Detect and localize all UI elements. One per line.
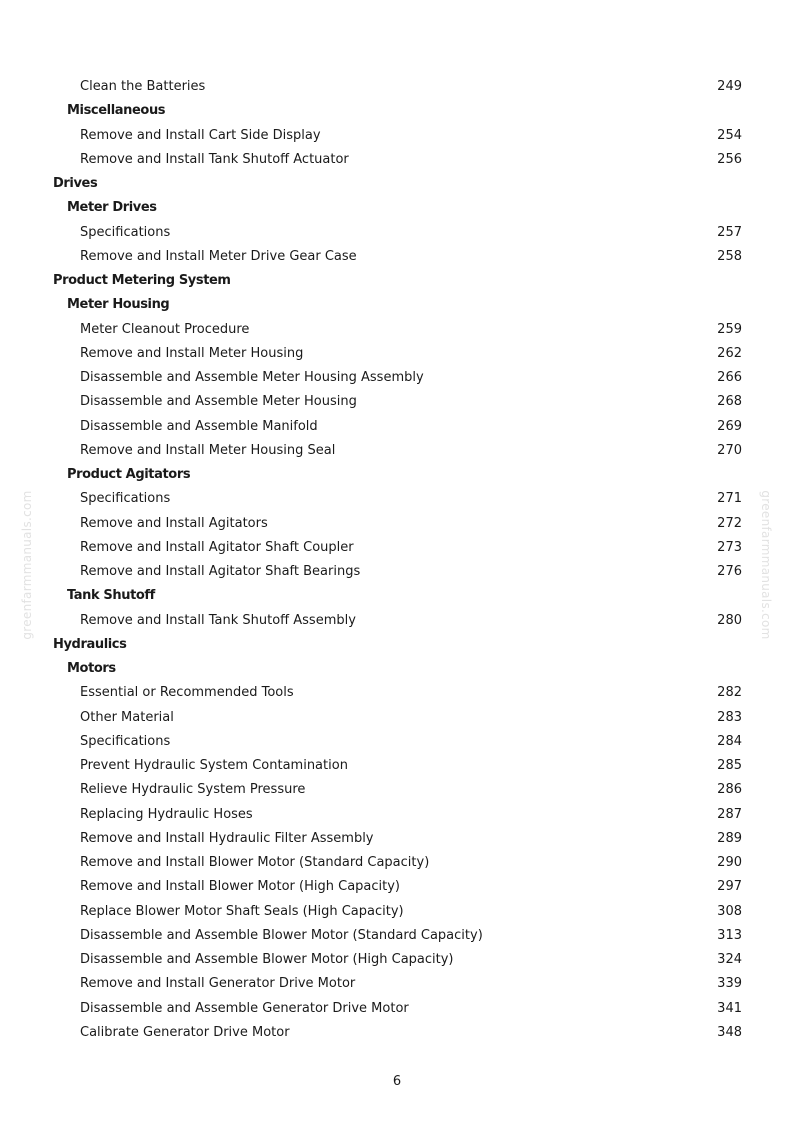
toc-entry[interactable] xyxy=(0,245,794,269)
toc-entry-title: Relieve Hydraulic System Pressure xyxy=(80,782,306,798)
toc-section-heading xyxy=(0,196,794,220)
toc-entry-title: Remove and Install Cart Side Display xyxy=(80,127,321,143)
toc-entry[interactable] xyxy=(0,366,794,390)
toc-entry-title: Specifications xyxy=(80,491,171,507)
toc-entry[interactable] xyxy=(0,948,794,972)
toc-entry-page: 324 xyxy=(717,952,742,967)
toc-entry-title: Miscellaneous xyxy=(67,103,166,119)
toc-entry-page: 341 xyxy=(717,1000,742,1016)
toc-entry-page: 339 xyxy=(717,976,742,992)
toc-entry-title: Remove and Install Blower Motor (Standard Capacity) xyxy=(80,855,430,870)
toc-entry[interactable] xyxy=(0,560,794,584)
toc-entry-title: Product Metering System xyxy=(53,273,231,288)
toc-entry-page: 271 xyxy=(717,491,742,507)
toc-entry-title: Disassemble and Assemble Manifold xyxy=(80,418,318,434)
toc-entry-page: 276 xyxy=(717,564,742,579)
toc-entry-page: 269 xyxy=(717,418,742,434)
toc-entry-title: Meter Cleanout Procedure xyxy=(80,321,250,337)
toc-entry[interactable] xyxy=(0,875,794,899)
toc-entry-title: Disassemble and Assemble Blower Motor (Standard Capacity) xyxy=(80,927,483,943)
toc-entry-page: 287 xyxy=(717,806,742,822)
toc-entry[interactable] xyxy=(0,924,794,948)
toc-entry-page: 262 xyxy=(717,345,742,361)
watermark-left: greenfarmmanuals.com xyxy=(20,490,34,640)
toc-entry[interactable] xyxy=(0,972,794,996)
toc-entry-title: Product Agitators xyxy=(67,467,191,482)
toc-section-heading xyxy=(0,99,794,123)
toc-entry-page: 290 xyxy=(717,855,742,870)
toc-entry-title: Remove and Install Agitator Shaft Coupler xyxy=(80,539,354,555)
toc-entry[interactable] xyxy=(0,997,794,1021)
toc-entry[interactable] xyxy=(0,681,794,705)
toc-entry-page: 313 xyxy=(717,927,742,943)
toc-entry-page: 258 xyxy=(717,248,742,264)
toc-section-heading xyxy=(0,269,794,293)
toc-entry-title: Remove and Install Blower Motor (High Capacity) xyxy=(80,879,400,895)
toc-entry-title: Specifications xyxy=(80,224,171,240)
toc-entry[interactable] xyxy=(0,75,794,99)
toc-entry[interactable] xyxy=(0,851,794,875)
toc-entry-title: Disassemble and Assemble Generator Drive Motor xyxy=(80,1000,409,1016)
toc-entry[interactable] xyxy=(0,778,794,802)
toc-entry-page: 308 xyxy=(717,903,742,919)
toc-entry-title: Motors xyxy=(67,661,116,676)
toc-entry-title: Meter Housing xyxy=(67,297,170,313)
toc-entry[interactable] xyxy=(0,706,794,730)
toc-entry-title: Remove and Install Tank Shutoff Assembly xyxy=(80,612,356,628)
toc-entry[interactable] xyxy=(0,390,794,414)
toc-entry-title: Tank Shutoff xyxy=(67,588,155,604)
toc-entry-title: Remove and Install Generator Drive Motor xyxy=(80,976,356,992)
toc-entry-page: 254 xyxy=(717,127,742,143)
toc-entry[interactable] xyxy=(0,512,794,536)
toc-entry-page: 249 xyxy=(717,79,742,94)
toc-entry[interactable] xyxy=(0,148,794,172)
toc-entry[interactable] xyxy=(0,1021,794,1045)
toc-entry-title: Remove and Install Meter Housing Seal xyxy=(80,442,336,458)
toc-entry[interactable] xyxy=(0,415,794,439)
toc-entry-title: Specifications xyxy=(80,733,171,749)
toc-entry-title: Disassemble and Assemble Meter Housing xyxy=(80,394,357,410)
toc-entry-page: 289 xyxy=(717,830,742,846)
toc-entry-title: Remove and Install Meter Housing xyxy=(80,345,304,361)
toc-entry-title: Meter Drives xyxy=(67,200,157,216)
toc-entry-title: Replace Blower Motor Shaft Seals (High Capacity) xyxy=(80,903,404,919)
toc-entry-page: 282 xyxy=(717,685,742,701)
toc-entry-page: 266 xyxy=(717,370,742,385)
toc-entry-title: Clean the Batteries xyxy=(80,79,206,94)
toc-entry-title: Essential or Recommended Tools xyxy=(80,685,294,701)
toc-entry-page: 284 xyxy=(717,733,742,749)
toc-entry[interactable] xyxy=(0,609,794,633)
toc-entry[interactable] xyxy=(0,221,794,245)
toc-entry-page: 348 xyxy=(717,1024,742,1040)
toc-entry-page: 273 xyxy=(717,539,742,555)
toc-entry[interactable] xyxy=(0,439,794,463)
toc-entry[interactable] xyxy=(0,124,794,148)
toc-entry-title: Hydraulics xyxy=(53,636,127,652)
toc-section-heading xyxy=(0,172,794,196)
page-number: 6 xyxy=(392,1074,402,1089)
toc-entry-title: Remove and Install Hydraulic Filter Assembly xyxy=(80,830,374,846)
toc-entry[interactable] xyxy=(0,754,794,778)
toc-entry-page: 283 xyxy=(717,709,742,725)
toc-section-heading xyxy=(0,657,794,681)
toc-entry-title: Prevent Hydraulic System Contamination xyxy=(80,758,348,773)
toc-section-heading xyxy=(0,633,794,657)
toc-entry-page: 259 xyxy=(717,321,742,337)
toc-entry-title: Other Material xyxy=(80,709,174,725)
toc-section-heading xyxy=(0,463,794,487)
toc-entry-page: 285 xyxy=(717,758,742,773)
toc-entry[interactable] xyxy=(0,487,794,511)
toc-entry-title: Disassemble and Assemble Blower Motor (High Capacity) xyxy=(80,952,454,967)
toc-entry[interactable] xyxy=(0,730,794,754)
toc-entry-title: Remove and Install Agitators xyxy=(80,515,268,531)
toc-entry-title: Calibrate Generator Drive Motor xyxy=(80,1024,290,1040)
toc-entry-page: 270 xyxy=(717,442,742,458)
table-of-contents xyxy=(0,75,794,1045)
toc-entry-page: 257 xyxy=(717,224,742,240)
toc-entry[interactable] xyxy=(0,803,794,827)
toc-section-heading xyxy=(0,584,794,608)
toc-entry-title: Remove and Install Tank Shutoff Actuator xyxy=(80,151,349,167)
toc-section-heading xyxy=(0,293,794,317)
toc-entry-page: 280 xyxy=(717,612,742,628)
toc-entry[interactable] xyxy=(0,900,794,924)
toc-entry[interactable] xyxy=(0,342,794,366)
toc-entry[interactable] xyxy=(0,318,794,342)
toc-entry-title: Drives xyxy=(53,176,98,191)
toc-entry-title: Remove and Install Agitator Shaft Bearings xyxy=(80,564,361,579)
toc-entry-title: Disassemble and Assemble Meter Housing Assembly xyxy=(80,370,424,385)
toc-entry-page: 297 xyxy=(717,879,742,895)
toc-entry[interactable] xyxy=(0,827,794,851)
toc-entry-page: 286 xyxy=(717,782,742,798)
toc-entry-page: 268 xyxy=(717,394,742,410)
toc-entry-title: Remove and Install Meter Drive Gear Case xyxy=(80,248,357,264)
toc-entry-title: Replacing Hydraulic Hoses xyxy=(80,806,253,822)
toc-entry-page: 256 xyxy=(717,151,742,167)
watermark-right: greenfarmmanuals.com xyxy=(759,490,773,640)
toc-entry-page: 272 xyxy=(717,515,742,531)
toc-entry[interactable] xyxy=(0,536,794,560)
